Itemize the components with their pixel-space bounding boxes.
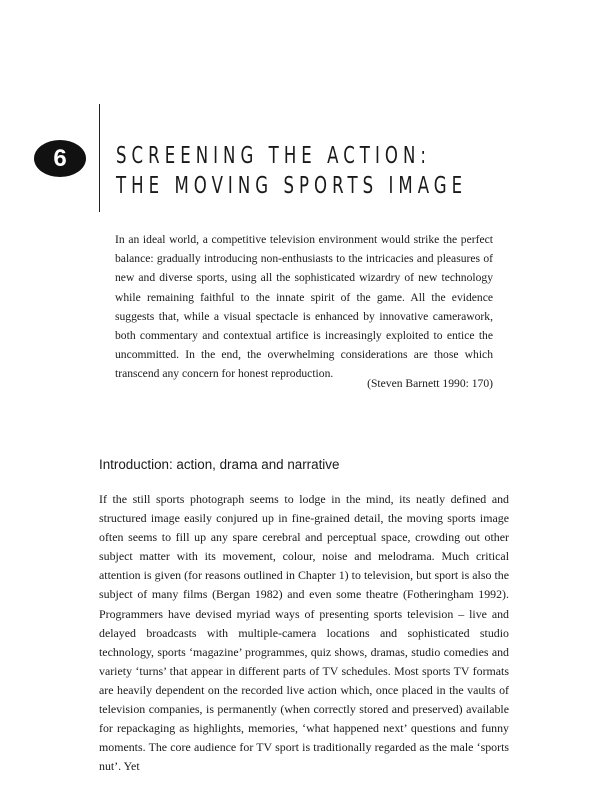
chapter-title-line-2: THE MOVING SPORTS IMAGE xyxy=(116,173,468,199)
chapter-title-line-1: SCREENING THE ACTION: xyxy=(116,143,431,169)
chapter-divider-rule xyxy=(99,104,100,212)
chapter-number-badge: 6 xyxy=(34,140,86,177)
epigraph-citation: (Steven Barnett 1990: 170) xyxy=(367,377,493,390)
section-heading: Introduction: action, drama and narrative xyxy=(99,457,340,472)
epigraph-quote: In an ideal world, a competitive television environment would strike the perfect balance: gradually introducing non-enthusiasts to the intricacies and pleasures of new and diverse sports, using all the sophisticated wizardry of new technology while remaining faithful to the innate spirit of the game. All the evidence suggests that, while a visual spectacle is enhanced by innovative camerawork, both commentary and contextual artifice is increasingly exploited to entice the uncommitted. In the end, the overwhelming considerations are those which transcend any concern for honest reproduction. xyxy=(115,233,493,381)
chapter-title xyxy=(116,141,468,201)
body-paragraph: If the still sports photograph seems to lodge in the mind, its neatly defined and structured image easily conjured up in fine-grained detail, the moving sports image often seems to fill up any spare cerebral and perceptual space, crowding out other subject matter with its movement, colour, noise and melodrama. Much critical attention is given (for reasons outlined in Chapter 1) to television, but sport is also the subject of many films (Bergan 1982) and even some theatre (Fotheringham 1992). Programmers have devised myriad ways of presenting sports television – live and delayed broadcasts with multiple-camera locations and sophisticated studio technology, sports ‘magazine’ programmes, quiz shows, dramas, studio comedies and variety ‘turns’ that appear in different parts of TV schedules. Most sports TV formats are heavily dependent on the recorded live action which, once placed in the vaults of television companies, is permanently (when correctly stored and preserved) available for repackaging as highlights, memories, ‘what happened next’ questions and funny moments. The core audience for TV sport is traditionally regarded as the male ‘sports nut’. Yet xyxy=(99,492,509,774)
